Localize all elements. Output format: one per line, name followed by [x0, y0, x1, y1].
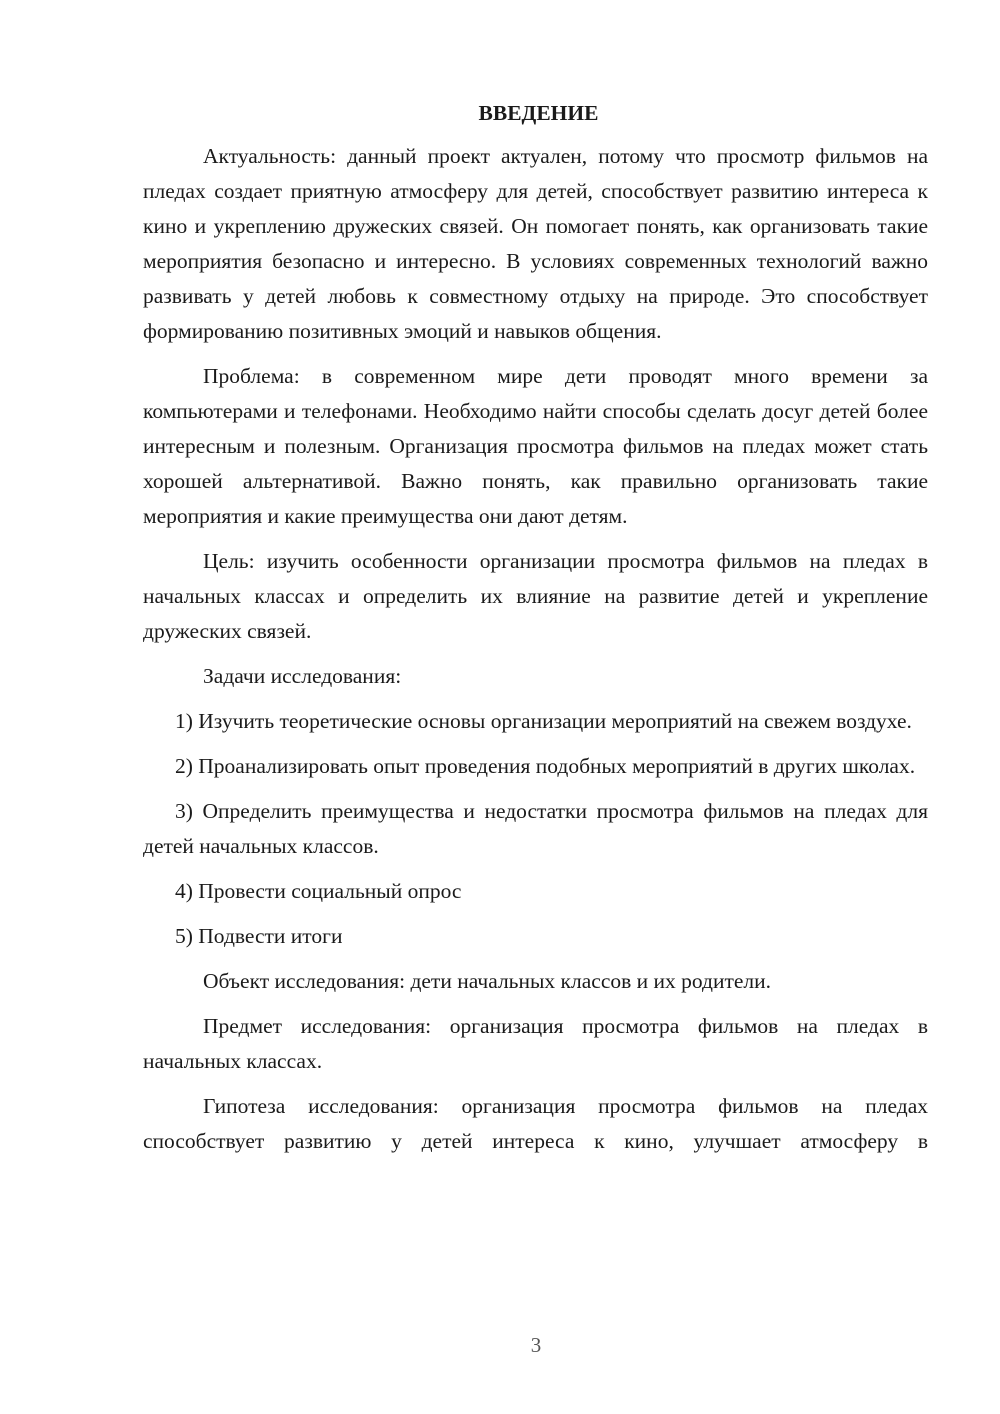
page-content	[143, 96, 928, 1169]
task-item-5: 5) Подвести итоги	[175, 924, 343, 948]
task-item-3: 3) Определить преимущества и недостатки просмотра фильмов на пледах для детей начальных классов.	[143, 799, 928, 858]
subject-paragraph: Предмет исследования: организация просмотра фильмов на пледах в начальных классах.	[143, 1014, 928, 1073]
section-title: ВВЕДЕНИЕ	[478, 101, 599, 125]
object-paragraph: Объект исследования: дети начальных классов и их родители.	[203, 969, 772, 993]
problem-paragraph: Проблема: в современном мире дети проводят много времени за компьютерами и телефонами. Необходимо найти способы сделать досуг детей более интересным и полезным. Организация просмотра фильмов на пледах может стать хорошей альтернативой. Важно понять, как правильно организовать такие мероприятия и какие преимущества они дают детям.	[143, 364, 928, 528]
goal-paragraph: Цель: изучить особенности организации просмотра фильмов на пледах в начальных классах и определить их влияние на развитие детей и укрепление дружеских связей.	[143, 549, 928, 643]
task-item-1: 1) Изучить теоретические основы организации мероприятий на свежем воздухе.	[175, 709, 912, 733]
task-item-2: 2) Проанализировать опыт проведения подобных мероприятий в других школах.	[175, 754, 916, 778]
page-number: 3	[530, 1333, 542, 1357]
tasks-heading: Задачи исследования:	[203, 664, 402, 688]
task-item-4: 4) Провести социальный опрос	[175, 879, 462, 903]
hypothesis-paragraph: Гипотеза исследования: организация просмотра фильмов на пледах способствует развитию у детей интереса к кино, улучшает атмосферу в	[143, 1094, 928, 1153]
relevance-paragraph: Актуальность: данный проект актуален, потому что просмотр фильмов на пледах создает приятную атмосферу для детей, способствует развитию интереса к кино и укреплению дружеских связей. Он помогает понять, как организовать такие мероприятия безопасно и интересно. В условиях современных технологий важно развивать у детей любовь к совместному отдыху на природе. Это способствует формированию позитивных эмоций и навыков общения.	[143, 144, 928, 343]
